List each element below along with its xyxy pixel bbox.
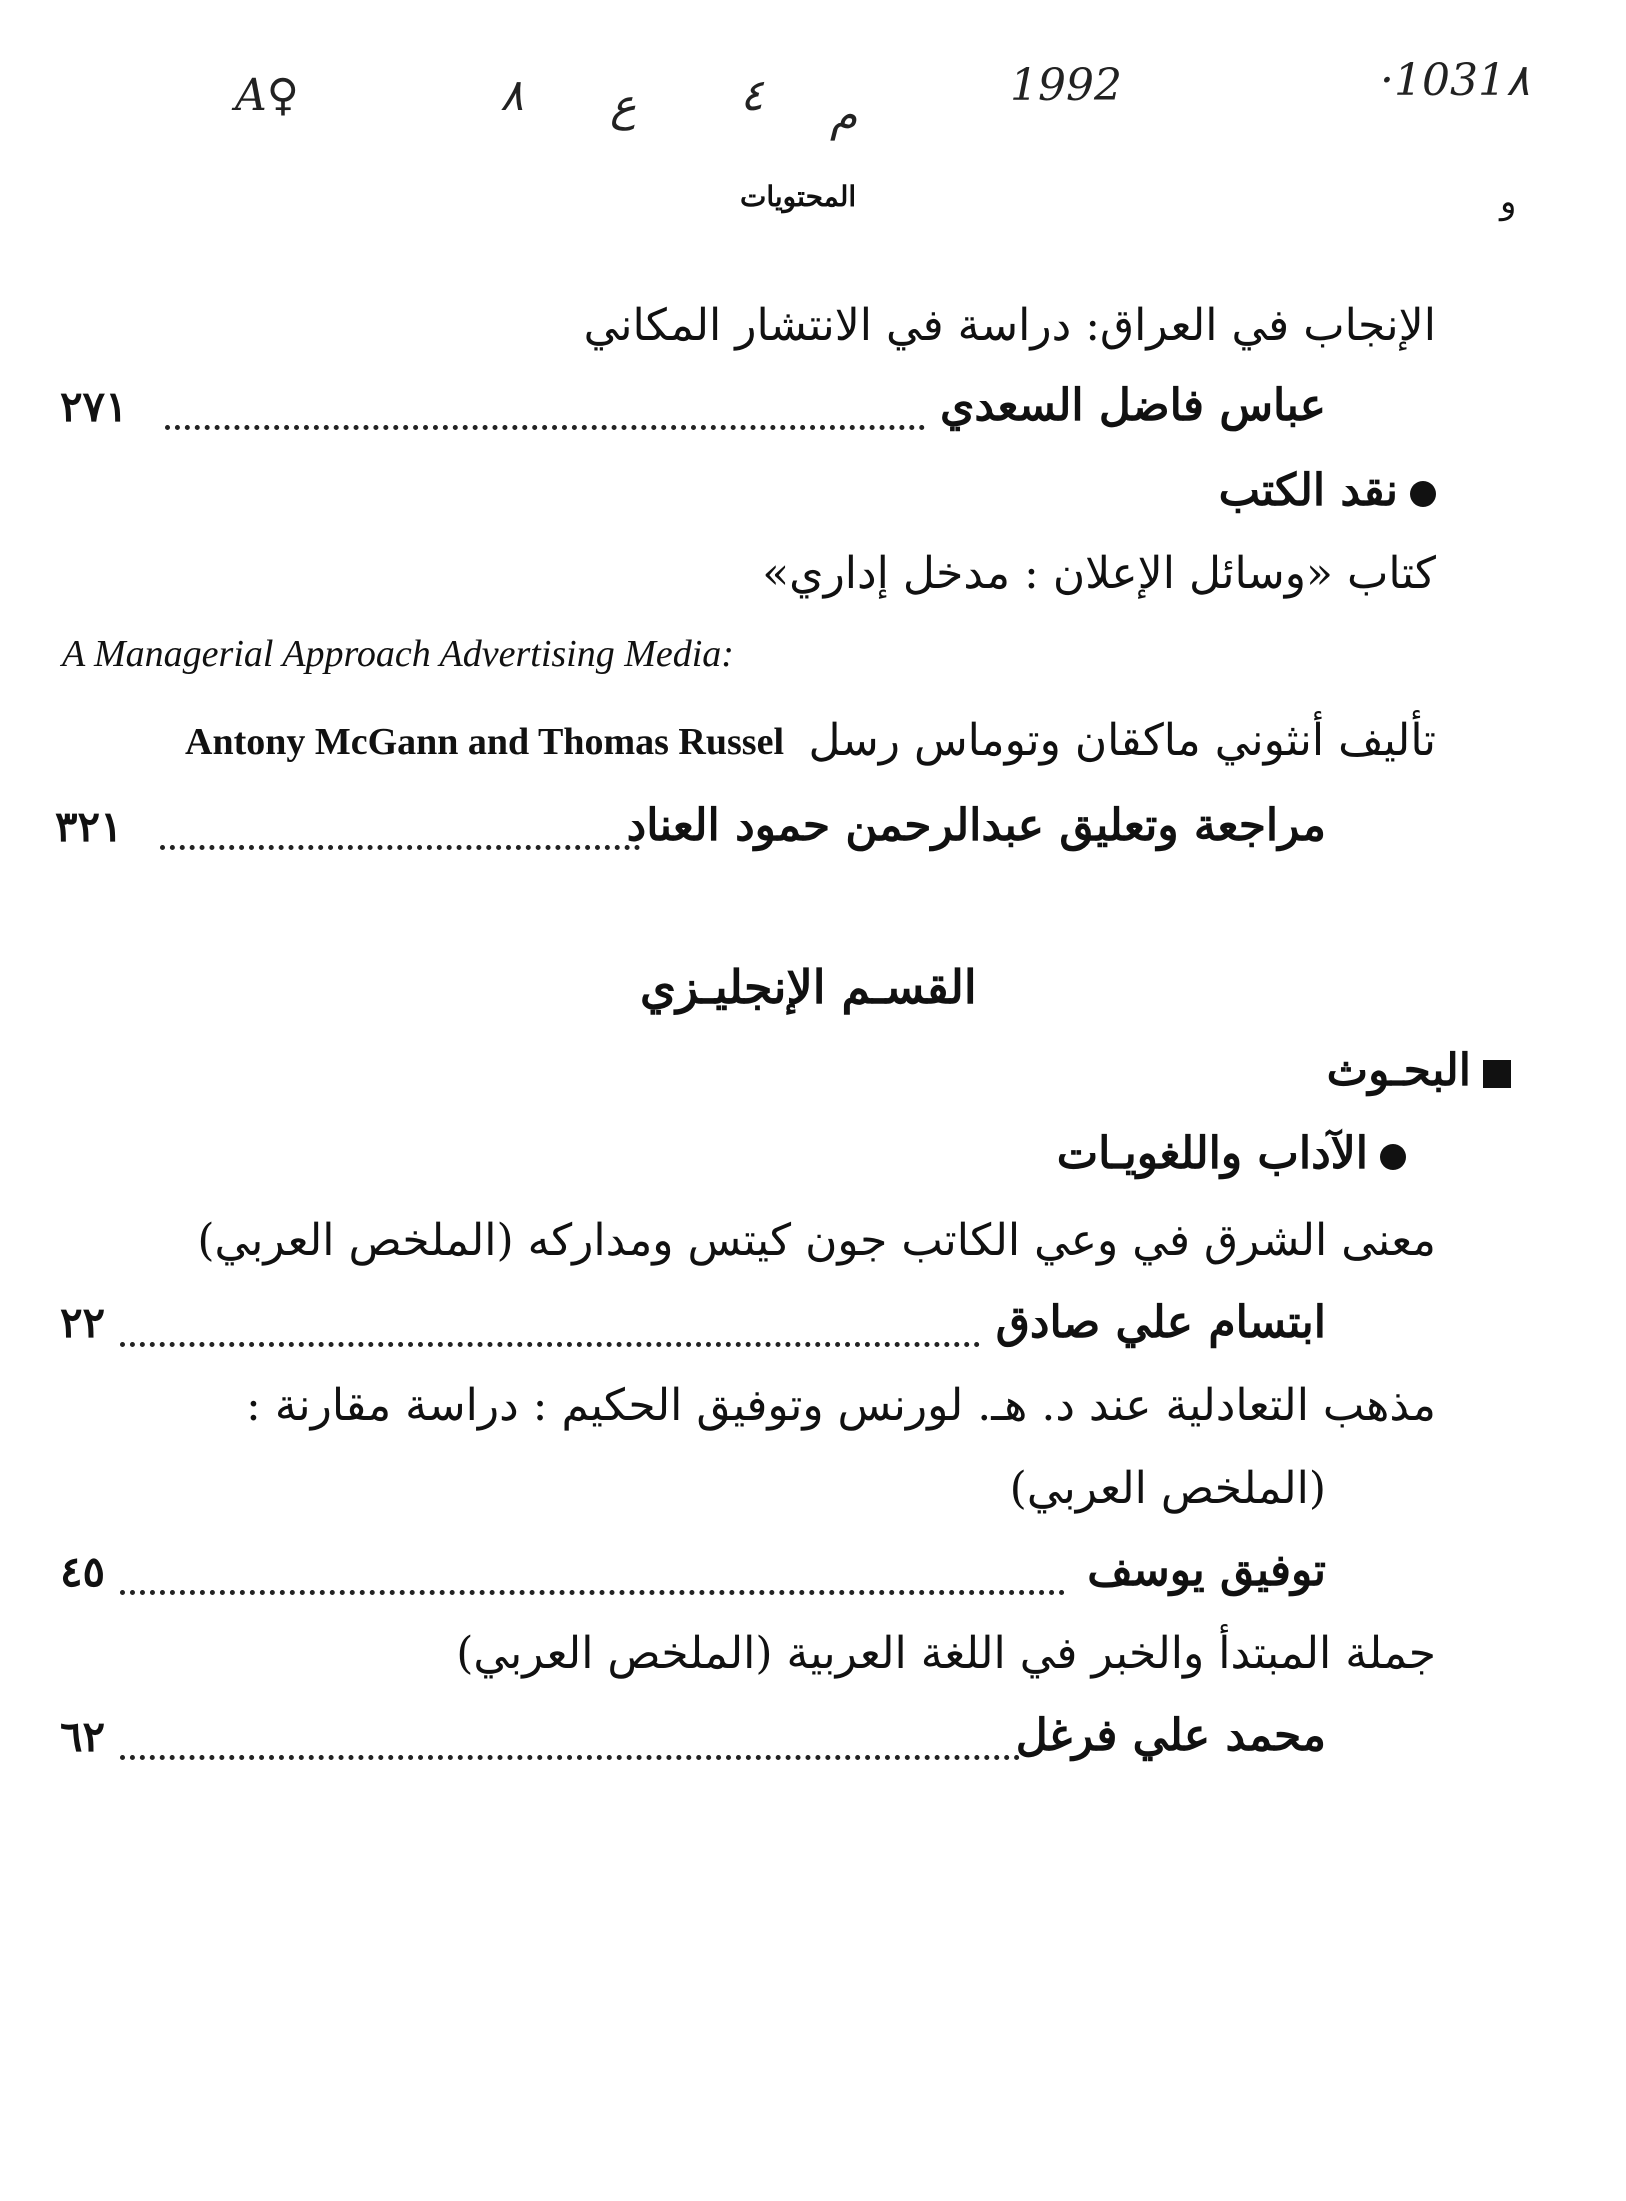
entry-1-leader [165,425,925,430]
handwritten-year: 1992 [1010,60,1122,111]
handwritten-code-right: ·1031٨ [1380,55,1530,106]
page-letter: و [1500,182,1517,222]
bullet-dot-icon [1410,481,1436,507]
entry-2-page: ٣٢١ [55,802,123,851]
entry-1-author: عباس فاضل السعدي [939,380,1326,431]
handwritten-mark-1: ٨ [500,70,524,121]
entry-5-page: ٦٢ [60,1712,106,1761]
entry-5-leader [120,1755,1020,1760]
bullet-dot-icon [1380,1144,1406,1170]
section-book-review: نقد الكتب [1219,465,1436,516]
entry-4-leader [120,1590,1065,1595]
entry-2-author-ar: تأليف أنثوني ماكقان وتوماس رسل [808,715,1436,766]
entry-2-leader [160,845,640,850]
entry-3-leader [120,1342,980,1347]
square-bullet-icon [1483,1060,1511,1088]
entry-2-reviewer: مراجعة وتعليق عبدالرحمن حمود العناد [626,800,1326,851]
entry-2-title: كتاب «وسائل الإعلان : مدخل إداري» [762,548,1436,599]
research-heading: البحـوث [1327,1045,1511,1096]
entry-2-english-title: A Managerial Approach Advertising Media: [62,633,734,675]
entry-1-title: الإنجاب في العراق: دراسة في الانتشار المكاني [583,300,1436,351]
entry-4-page: ٤٥ [60,1547,106,1596]
entry-4-author: توفيق يوسف [1087,1545,1326,1596]
entry-5-author: محمد علي فرغل [1015,1710,1326,1761]
entry-2-author-en: Antony McGann and Thomas Russel [185,721,785,763]
handwritten-mark-2: ع [610,80,637,131]
entry-3-page: ٢٢ [60,1298,106,1347]
subsection-literature: الآداب واللغويـات [1057,1128,1406,1179]
handwritten-mark-4: م [830,90,858,141]
entry-3-title: معنى الشرق في وعي الكاتب جون كيتس ومداركه (الملخص العربي) [197,1215,1436,1266]
entry-3-author: ابتسام علي صادق [995,1297,1326,1348]
entry-5-title: جملة المبتدأ والخبر في اللغة العربية (الملخص العربي) [456,1628,1436,1679]
page-title: المحتويات [740,180,857,213]
entry-4-title: مذهب التعادلية عند د. هـ. لورنس وتوفيق الحكيم : دراسة مقارنة : [246,1380,1436,1431]
handwritten-code-left: A♀ [235,70,299,121]
entry-4-title-continued: (الملخص العربي) [1009,1463,1326,1514]
handwritten-mark-3: ٤ [740,70,764,121]
english-section-heading: القسـم الإنجليـزي [640,960,977,1014]
entry-1-page: ٢٧١ [60,382,128,431]
